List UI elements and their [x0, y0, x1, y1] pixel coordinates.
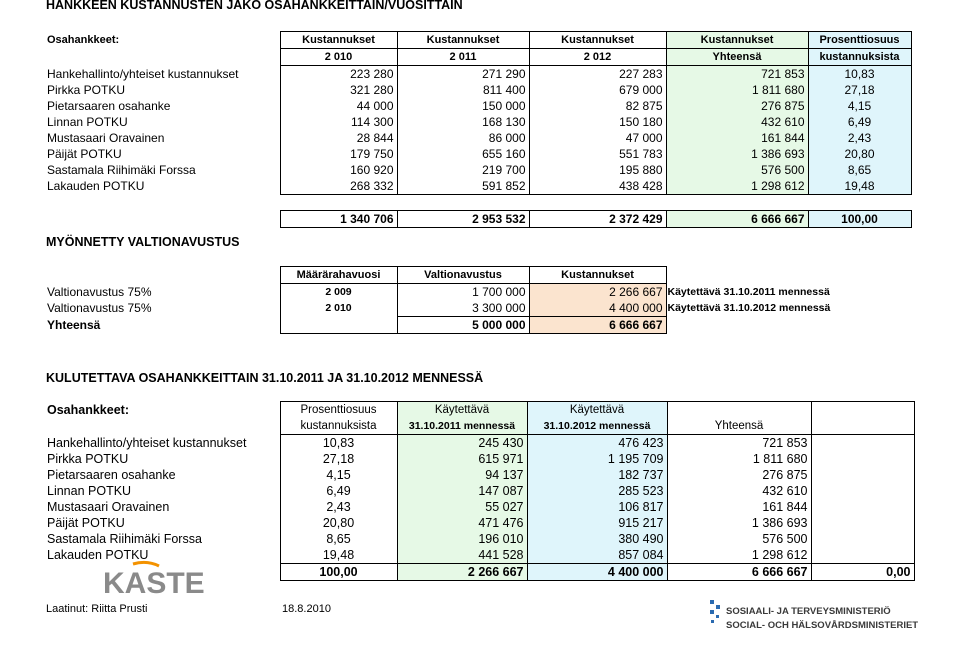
header-cell: Yhteensä — [667, 418, 811, 435]
spacer-cell — [44, 195, 280, 211]
total-row — [44, 317, 866, 334]
row-name: Mustasaari Oravainen — [47, 131, 165, 145]
row-value: 476 423 — [527, 435, 667, 452]
cost-table — [44, 31, 912, 228]
row-value: 168 130 — [397, 114, 529, 130]
row-cost: 4 400 000 — [529, 300, 666, 317]
row-value: 44 000 — [280, 98, 397, 114]
row-grant: 1 700 000 — [397, 284, 529, 301]
row-value: 196 010 — [397, 531, 527, 547]
row-value: 179 750 — [280, 146, 397, 162]
row-value: 438 428 — [529, 178, 666, 195]
row-extra — [811, 451, 914, 467]
total-grant: 5 000 000 — [397, 317, 529, 334]
header-cell: Käytettävä — [527, 402, 667, 419]
row-value: 160 920 — [280, 162, 397, 178]
row-value: 2,43 — [808, 130, 911, 146]
row-value: 28 844 — [280, 130, 397, 146]
row-value: 721 853 — [666, 66, 808, 83]
grant-table — [44, 266, 866, 334]
row-extra — [811, 515, 914, 531]
row-value: 161 844 — [667, 499, 811, 515]
row-value: 551 783 — [529, 146, 666, 162]
row-name: Hankehallinto/yhteiset kustannukset — [47, 435, 247, 450]
total-label — [44, 211, 280, 228]
row-value: 576 500 — [667, 531, 811, 547]
row-value: 8,65 — [280, 531, 397, 547]
header-extra — [811, 418, 914, 435]
row-value: 27,18 — [280, 451, 397, 467]
header-cell: Yhteensä — [666, 49, 808, 66]
row-value: 857 084 — [527, 547, 667, 564]
ministry-name-fi: SOSIAALI- JA TERVEYSMINISTERIÖ — [726, 606, 891, 617]
row-cost: 2 266 667 — [529, 284, 666, 301]
section-title-consumption: KULUTETTAVA OSAHANKKEITTAIN 31.10.2011 JA 31.10.2012 MENNESSÄ — [46, 371, 484, 385]
table-row — [44, 114, 911, 130]
row-value: 10,83 — [280, 435, 397, 452]
row-value: 20,80 — [280, 515, 397, 531]
row-value: 321 280 — [280, 82, 397, 98]
table-row — [44, 146, 911, 162]
row-value: 1 195 709 — [527, 451, 667, 467]
row-grant: 3 300 000 — [397, 300, 529, 317]
header-spacer — [44, 49, 280, 66]
date-label: 18.8.2010 — [282, 603, 331, 615]
row-value: 55 027 — [397, 499, 527, 515]
header-cell: Kustannukset — [529, 267, 666, 284]
row-value: 1 298 612 — [667, 547, 811, 564]
table-row — [44, 162, 911, 178]
total-value: 6 666 667 — [666, 211, 808, 228]
header-cell: Valtionavustus — [397, 267, 529, 284]
total-value: 2 372 429 — [529, 211, 666, 228]
row-value: 20,80 — [808, 146, 911, 162]
table-row — [44, 66, 911, 83]
header-cell: kustannuksista — [808, 49, 911, 66]
row-value: 276 875 — [666, 98, 808, 114]
row-name: Linnan POTKU — [47, 484, 132, 498]
total-value: 0,00 — [811, 564, 914, 581]
row-value: 19,48 — [280, 547, 397, 564]
total-label: Yhteensä — [47, 318, 101, 332]
header-spacer — [44, 418, 280, 435]
row-extra — [811, 547, 914, 564]
row-value: 6,49 — [808, 114, 911, 130]
row-name: Pirkka POTKU — [47, 83, 126, 97]
row-value: 150 180 — [529, 114, 666, 130]
page-title: HANKKEEN KUSTANNUSTEN JAKO OSAHANKKEITTAIN/VUOSITTAIN — [46, 0, 463, 12]
row-value: 82 875 — [529, 98, 666, 114]
row-value: 432 610 — [666, 114, 808, 130]
row-name: Hankehallinto/yhteiset kustannukset — [47, 66, 239, 81]
header-cell: Prosenttiosuus — [808, 32, 911, 49]
row-value: 285 523 — [527, 483, 667, 499]
header-cell: 31.10.2011 mennessä — [397, 418, 527, 435]
header-extra — [811, 402, 914, 419]
table-row — [44, 178, 911, 195]
author-label: Laatinut: Riitta Prusti — [46, 603, 148, 615]
row-value: 2,43 — [280, 499, 397, 515]
row-value: 19,48 — [808, 178, 911, 195]
header-cell: Kustannukset — [280, 32, 397, 49]
row-value: 6,49 — [280, 483, 397, 499]
row-value: 679 000 — [529, 82, 666, 98]
header-cell: 2 012 — [529, 49, 666, 66]
header-spacer — [44, 267, 280, 284]
row-value: 268 332 — [280, 178, 397, 195]
header-cell: 2 010 — [280, 49, 397, 66]
row-value: 380 490 — [527, 531, 667, 547]
row-extra — [811, 499, 914, 515]
row-value: 655 160 — [397, 146, 529, 162]
table-row — [44, 531, 914, 547]
total-value: 1 340 706 — [280, 211, 397, 228]
row-value: 811 400 — [397, 82, 529, 98]
table-header-row — [44, 49, 911, 66]
row-value: 86 000 — [397, 130, 529, 146]
header-cell: 31.10.2012 mennessä — [527, 418, 667, 435]
section-title-grant: MYÖNNETTY VALTIONAVUSTUS — [46, 235, 240, 249]
total-cost: 6 666 667 — [529, 317, 666, 334]
row-year: 2 009 — [280, 284, 397, 301]
header-cell: Kustannukset — [397, 32, 529, 49]
row-name: Päijät POTKU — [47, 516, 125, 530]
row-extra — [811, 467, 914, 483]
row-extra — [811, 435, 914, 452]
header-cell: Prosenttiosuus — [280, 402, 397, 419]
row-value: 441 528 — [397, 547, 527, 564]
row-value: 114 300 — [280, 114, 397, 130]
total-spacer — [280, 317, 397, 334]
table-header-row — [44, 267, 866, 284]
row-value: 245 430 — [397, 435, 527, 452]
row-value: 1 386 693 — [666, 146, 808, 162]
row-value: 1 386 693 — [667, 515, 811, 531]
total-value: 6 666 667 — [667, 564, 811, 581]
row-note: Käytettävä 31.10.2012 mennessä — [667, 302, 831, 315]
total-value: 100,00 — [280, 564, 397, 581]
spacer-row — [44, 195, 911, 211]
row-extra — [811, 531, 914, 547]
row-value: 1 811 680 — [667, 451, 811, 467]
header-cell — [667, 402, 811, 419]
header-cell: Kustannukset — [529, 32, 666, 49]
row-value: 182 737 — [527, 467, 667, 483]
total-spacer — [666, 317, 866, 334]
total-value: 2 266 667 — [397, 564, 527, 581]
table-row — [44, 451, 914, 467]
row-value: 47 000 — [529, 130, 666, 146]
row-value: 591 852 — [397, 178, 529, 195]
table-row — [44, 483, 914, 499]
header-cell: kustannuksista — [280, 418, 397, 435]
header-label: Osahankkeet: — [47, 402, 129, 417]
row-name: Mustasaari Oravainen — [47, 500, 170, 514]
total-value: 100,00 — [808, 211, 911, 228]
row-value: 615 971 — [397, 451, 527, 467]
table-row — [44, 467, 914, 483]
table-row — [44, 98, 911, 114]
table-header-row — [44, 402, 914, 419]
row-value: 8,65 — [808, 162, 911, 178]
row-value: 1 298 612 — [666, 178, 808, 195]
row-name: Päijät POTKU — [47, 147, 122, 161]
table-row — [44, 435, 914, 452]
table-header-row — [44, 418, 914, 435]
row-value: 106 817 — [527, 499, 667, 515]
table-row — [44, 130, 911, 146]
row-value: 915 217 — [527, 515, 667, 531]
total-value: 4 400 000 — [527, 564, 667, 581]
row-name: Pietarsaaren osahanke — [47, 99, 171, 113]
consumption-table — [44, 401, 915, 581]
row-value: 721 853 — [667, 435, 811, 452]
row-value: 223 280 — [280, 66, 397, 83]
kaste-logo — [103, 560, 208, 600]
row-name: Linnan POTKU — [47, 115, 128, 129]
header-cell: Käytettävä — [397, 402, 527, 419]
row-value: 1 811 680 — [666, 82, 808, 98]
table-row — [44, 82, 911, 98]
table-row — [44, 499, 914, 515]
ministry-name-sv: SOCIAL- OCH HÄLSOVÅRDSMINISTERIET — [726, 620, 919, 631]
row-value: 471 476 — [397, 515, 527, 531]
row-value: 227 283 — [529, 66, 666, 83]
row-value: 276 875 — [667, 467, 811, 483]
total-value: 2 953 532 — [397, 211, 529, 228]
row-value: 195 880 — [529, 162, 666, 178]
row-name: Sastamala Riihimäki Forssa — [47, 532, 202, 546]
row-name: Pirkka POTKU — [47, 452, 129, 466]
row-name: Lakauden POTKU — [47, 548, 149, 563]
row-value: 271 290 — [397, 66, 529, 83]
row-name: Pietarsaaren osahanke — [47, 468, 176, 482]
row-year: 2 010 — [280, 300, 397, 317]
ministry-emblem-icon — [708, 600, 724, 630]
row-note: Käytettävä 31.10.2011 mennessä — [667, 285, 830, 298]
table-row — [44, 300, 866, 317]
row-value: 4,15 — [808, 98, 911, 114]
header-cell: Määrärahavuosi — [280, 267, 397, 284]
row-value: 10,83 — [808, 66, 911, 83]
row-name: Valtionavustus 75% — [47, 284, 152, 299]
row-value: 161 844 — [666, 130, 808, 146]
row-name: Lakauden POTKU — [47, 179, 145, 194]
row-value: 4,15 — [280, 467, 397, 483]
row-value: 27,18 — [808, 82, 911, 98]
table-row — [44, 515, 914, 531]
table-row — [44, 284, 866, 301]
header-cell: 2 011 — [397, 49, 529, 66]
kaste-logo-text: KASTE — [103, 567, 205, 600]
row-name: Sastamala Riihimäki Forssa — [47, 163, 196, 177]
row-value: 147 087 — [397, 483, 527, 499]
row-value: 432 610 — [667, 483, 811, 499]
row-value: 219 700 — [397, 162, 529, 178]
row-extra — [811, 483, 914, 499]
row-value: 576 500 — [666, 162, 808, 178]
row-name: Valtionavustus 75% — [47, 301, 152, 316]
table-header-row — [44, 32, 911, 49]
header-cell: Kustannukset — [666, 32, 808, 49]
header-label: Osahankkeet: — [47, 34, 120, 46]
row-value: 150 000 — [397, 98, 529, 114]
row-value: 94 137 — [397, 467, 527, 483]
total-row — [44, 211, 911, 228]
